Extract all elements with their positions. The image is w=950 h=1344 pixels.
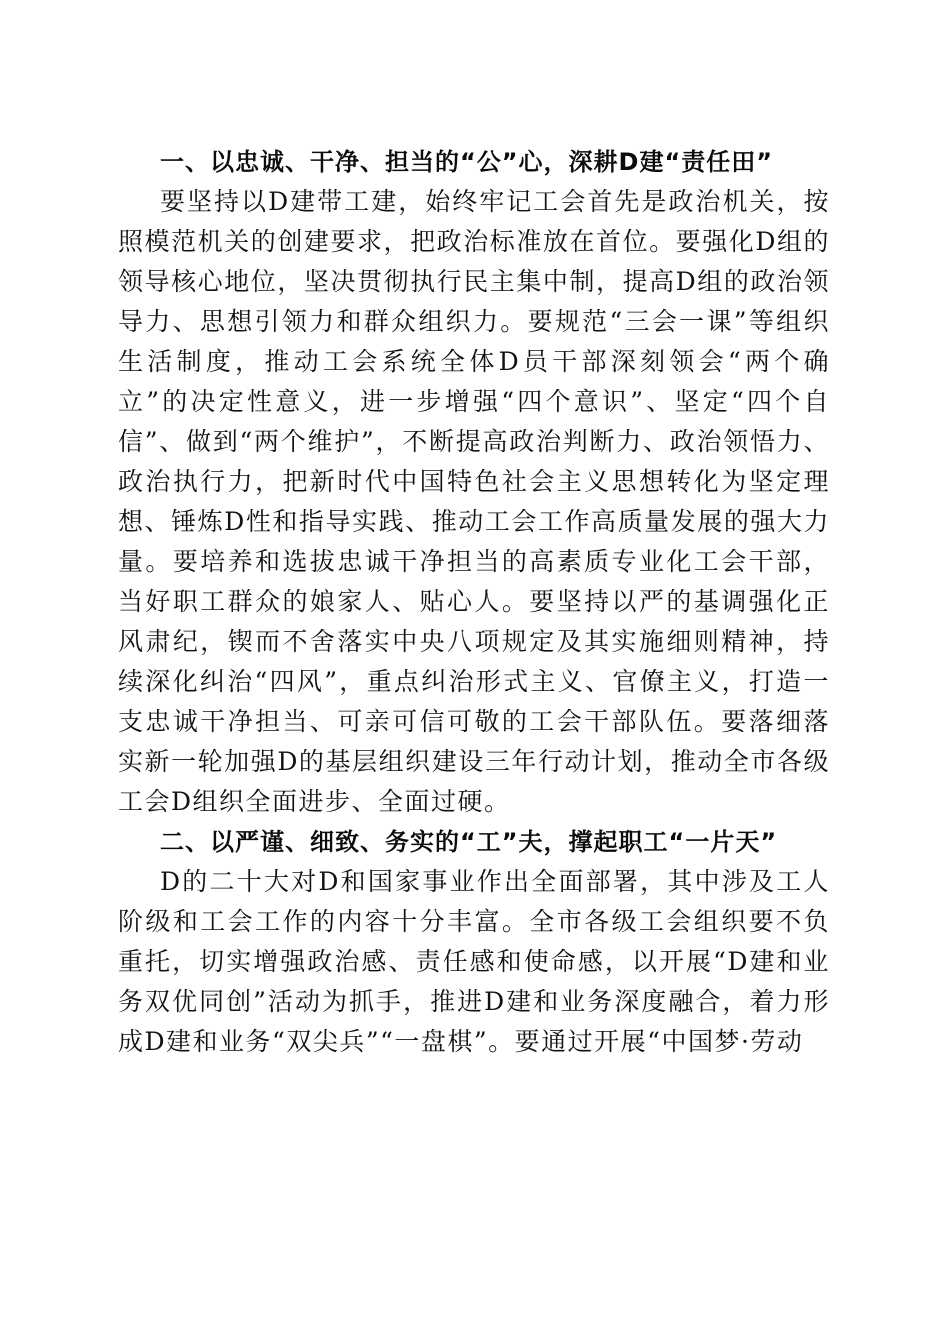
- document-body: [118, 142, 830, 1062]
- section-1-heading: 一、以忠诚、干净、担当的“公”心，深耕D建“责任田”: [160, 148, 774, 176]
- section-1-paragraph: 要坚持以D建带工建，始终牢记工会首先是政治机关，按照模范机关的创建要求，把政治标准放在首位。要强化D组的领导核心地位，坚决贯彻执行民主集中制，提高D组的政治领导力、思想引领力和群众组织力。要规范“三会一课”等组织生活制度，推动工会系统全体D员干部深刻领会“两个确立”的决定性意义，进一步增强“四个意识”、坚定“四个自信”、做到“两个维护”，不断提高政治判断力、政治领悟力、政治执行力，把新时代中国特色社会主义思想转化为坚定理想、锤炼D性和指导实践、推动工会工作高质量发展的强大力量。要培养和选拔忠诚干净担当的高素质专业化工会干部，当好职工群众的娘家人、贴心人。要坚持以严的基调强化正风肃纪，锲而不舍落实中央八项规定及其实施细则精神，持续深化纠治“四风”，重点纠治形式主义、官僚主义，打造一支忠诚干净担当、可亲可信可敬的工会干部队伍。要落细落实新一轮加强D的基层组织建设三年行动计划，推动全市各级工会D组织全面进步、全面过硬。: [118, 187, 830, 816]
- section-2-heading: 二、以严谨、细致、务实的“工”夫，撑起职工“一片天”: [160, 828, 778, 856]
- section-2-paragraph: D的二十大对D和国家事业作出全面部署，其中涉及工人阶级和工会工作的内容十分丰富。全市各级工会组织要不负重托，切实增强政治感、责任感和使命感，以开展“D建和业务双优同创”活动为抓手，推进D建和业务深度融合，着力形成D建和业务“双尖兵”“一盘棋”。要通过开展“中国梦·劳动: [118, 867, 830, 1056]
